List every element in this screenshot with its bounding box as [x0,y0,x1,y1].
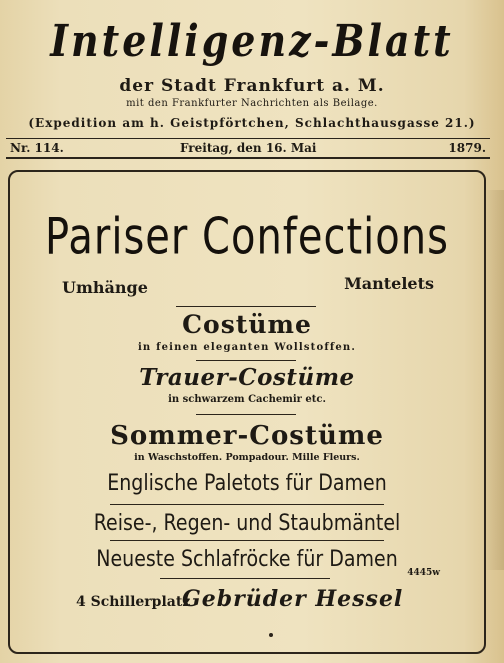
masthead-supplement-line: mit den Frankfurter Nachrichten als Beilage. [126,98,378,109]
ad-costume-heading: Costüme [182,310,312,339]
ad-sommer-subtext: in Waschstoffen. Pompadour. Mille Fleurs. [134,452,360,463]
advertisement-box [8,170,486,654]
ad-schlafroecke-line: Neueste Schlafröcke für Damen [96,546,398,572]
dateline [10,140,486,158]
issue-number: Nr. 114. [10,141,64,155]
ad-trauer-heading: Trauer-Costüme [139,364,355,391]
ad-sommer-heading: Sommer-Costüme [110,421,384,451]
ad-reference-code: 4445w [407,568,440,578]
ad-paletots-line: Englische Paletots für Damen [107,470,387,496]
masthead-subtitle: der Stadt Frankfurt a. M. [119,76,385,96]
ad-address: 4 Schillerplatz [76,594,191,610]
ad-firm-name: Gebrüder Hessel [182,586,404,612]
ad-item-left: Umhänge [62,278,148,297]
ad-rule [196,360,296,361]
ad-rule [110,540,384,541]
masthead [0,0,504,160]
masthead-address-line: (Expedition am h. Geistpförtchen, Schlachthausgasse 21.) [28,116,476,130]
ad-rule [110,504,384,505]
ad-trauer-subtext: in schwarzem Cachemir etc. [168,394,326,405]
ad-headline: Pariser Confections [45,208,449,266]
ad-item-right: Mantelets [344,274,434,293]
ad-rule [196,414,296,415]
page-edge-shadow [482,190,504,570]
masthead-title: Intelligenz-Blatt [50,14,454,67]
ad-ornament-dot [269,633,273,637]
divider-rule-bottom [6,157,490,159]
issue-year: 1879. [448,141,486,155]
ad-rule [160,578,330,579]
issue-date: Freitag, den 16. Mai [180,141,317,155]
ad-reise-line: Reise-, Regen- und Staubmäntel [93,510,401,536]
ad-rule [176,306,316,307]
ad-costume-subtext: in feinen eleganten Wollstoffen. [137,342,357,353]
divider-rule-top [6,138,490,139]
